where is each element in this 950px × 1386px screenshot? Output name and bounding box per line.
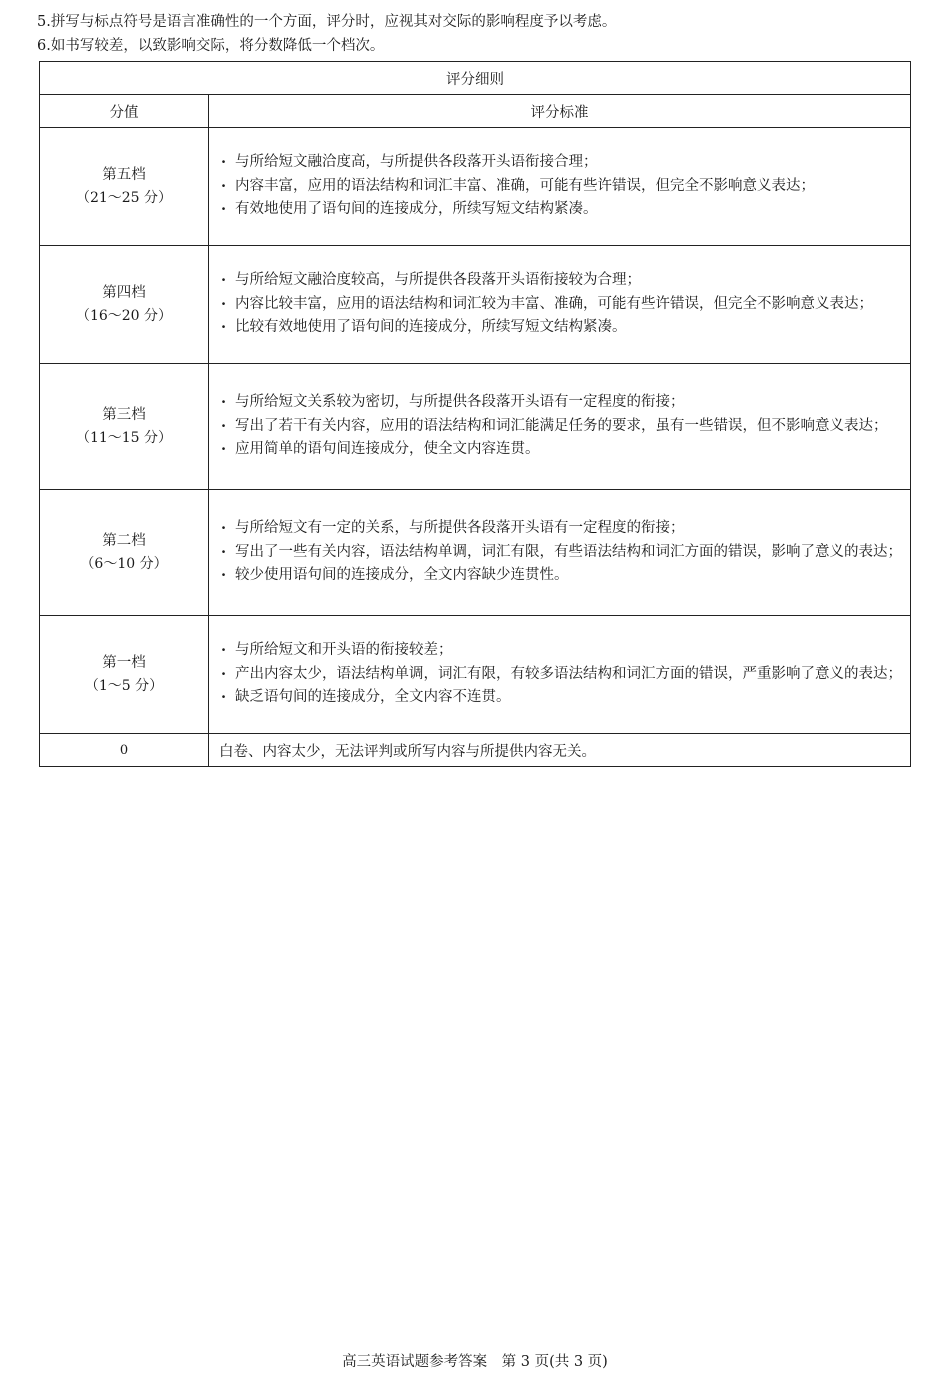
table-row <box>40 246 911 364</box>
criterion-item: · 有效地使用了语句间的连接成分，所续写短文结构紧凑。 <box>221 198 902 222</box>
criterion-item: · 缺乏语句间的连接成分，全文内容不连贯。 <box>221 686 902 710</box>
criterion-item: · 与所给短文融洽度较高，与所提供各段落开头语衔接较为合理； <box>221 269 902 293</box>
band-label <box>40 616 209 734</box>
band-criteria <box>209 128 911 246</box>
criterion-item: · 写出了一些有关内容，语法结构单调，词汇有限，有些语法结构和词汇方面的错误，影响了意义的表达； <box>221 541 902 565</box>
band-range: （21～25 分） <box>75 189 173 206</box>
scoring-note-5: 5.拼写与标点符号是语言准确性的一个方面，评分时，应视其对交际的影响程度予以考虑。 <box>37 14 617 30</box>
band-label <box>40 246 209 364</box>
criterion-item: · 与所给短文有一定的关系，与所提供各段落开头语有一定程度的衔接； <box>221 517 902 541</box>
band-label <box>40 364 209 490</box>
column-header-score: 分值 <box>40 95 209 128</box>
criterion-item: · 与所给短文关系较为密切，与所提供各段落开头语有一定程度的衔接； <box>221 391 902 415</box>
criterion-item: · 应用简单的语句间连接成分，使全文内容连贯。 <box>221 438 902 462</box>
column-header-criteria: 评分标准 <box>209 95 911 128</box>
criterion-item: · 与所给短文融洽度高，与所提供各段落开头语衔接合理； <box>221 151 902 175</box>
band-criteria <box>209 364 911 490</box>
table-row <box>40 616 911 734</box>
rubric-title: 评分细则 <box>40 62 911 95</box>
band-range: （6～10 分） <box>80 555 168 572</box>
band-range: （1～5 分） <box>84 677 164 694</box>
band-name: 第四档 <box>102 284 146 301</box>
criterion-item: · 内容比较丰富，应用的语法结构和词汇较为丰富、准确，可能有些许错误，但完全不影响意义表达； <box>221 293 902 317</box>
page-footer: 高三英语试题参考答案 第 3 页(共 3 页) <box>342 1354 608 1370</box>
band-range: （11～15 分） <box>75 429 173 446</box>
criterion-item: · 与所给短文和开头语的衔接较差； <box>221 639 902 663</box>
table-row <box>40 128 911 246</box>
zero-score-description: 白卷、内容太少，无法评判或所写内容与所提供内容无关。 <box>209 734 911 767</box>
band-criteria <box>209 246 911 364</box>
zero-score: 0 <box>40 734 209 767</box>
table-row <box>40 490 911 616</box>
criterion-item: · 较少使用语句间的连接成分，全文内容缺少连贯性。 <box>221 564 902 588</box>
criterion-item: · 比较有效地使用了语句间的连接成分，所续写短文结构紧凑。 <box>221 316 902 340</box>
criterion-item: · 内容丰富，应用的语法结构和词汇丰富、准确，可能有些许错误，但完全不影响意义表达； <box>221 175 902 199</box>
band-name: 第三档 <box>102 406 146 423</box>
band-name: 第五档 <box>102 166 146 183</box>
table-row <box>40 734 911 767</box>
band-range: （16～20 分） <box>75 307 173 324</box>
band-label <box>40 128 209 246</box>
criterion-item: · 产出内容太少，语法结构单调，词汇有限，有较多语法结构和词汇方面的错误，严重影响了意义的表达； <box>221 663 902 687</box>
scoring-note-6: 6.如书写较差，以致影响交际，将分数降低一个档次。 <box>37 38 385 54</box>
band-name: 第二档 <box>102 532 146 549</box>
criterion-item: · 写出了若干有关内容，应用的语法结构和词汇能满足任务的要求，虽有一些错误，但不影响意义表达； <box>221 415 902 439</box>
band-name: 第一档 <box>102 654 146 671</box>
scoring-rubric-table <box>39 61 911 767</box>
band-criteria <box>209 490 911 616</box>
table-row <box>40 364 911 490</box>
band-criteria <box>209 616 911 734</box>
band-label <box>40 490 209 616</box>
